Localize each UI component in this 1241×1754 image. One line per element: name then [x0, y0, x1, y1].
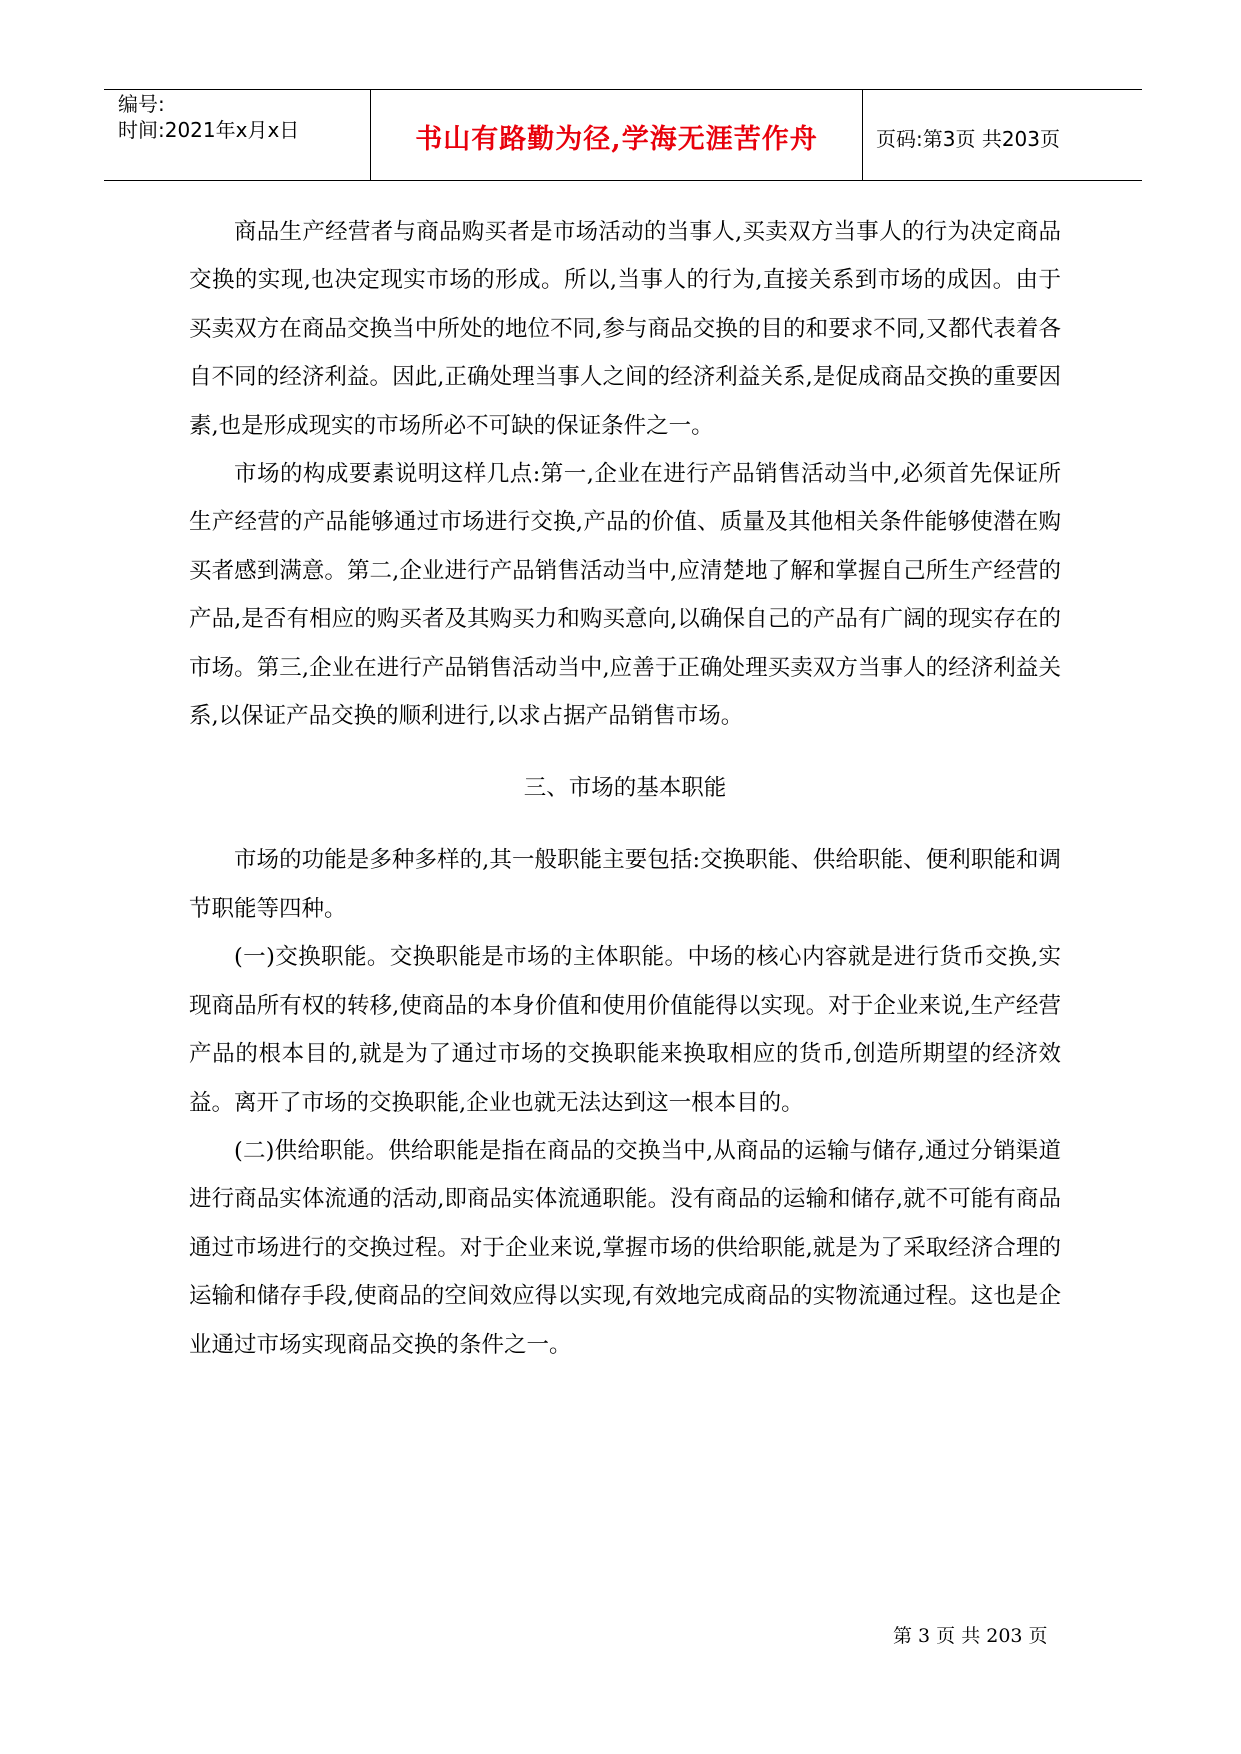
header-right-cell	[863, 90, 1142, 180]
page-footer: 第 3 页 共 203 页	[893, 1625, 1048, 1647]
document-number-label: 编号:	[118, 92, 165, 116]
body-paragraph: 市场的功能是多种多样的,其一般职能主要包括:交换职能、供给职能、便利职能和调节职能等四种。	[189, 847, 1061, 922]
header-motto-cell	[370, 90, 863, 180]
body-paragraph: 市场的构成要素说明这样几点:第一,企业在进行产品销售活动当中,必须首先保证所生产经营的产品能够通过市场进行交换,产品的价值、质量及其他相关条件能够使潜在购买者感到满意。第二,企业进行产品销售活动当中,应清楚地了解和掌握自己所生产经营的产品,是否有相应的购买者及其购买力和购买意向,以确保自己的产品有广阔的现实存在的市场。第三,企业在进行产品销售活动当中,应善于正确处理买卖双方当事人的经济利益关系,以保证产品交换的顺利进行,以求占据产品销售市场。	[189, 461, 1061, 730]
document-body	[189, 208, 1061, 1369]
document-time-label: 时间:2021年x月x日	[118, 118, 300, 142]
page-header	[104, 89, 1142, 181]
body-paragraph: (二)供给职能。供给职能是指在商品的交换当中,从商品的运输与储存,通过分销渠道进行商品实体流通的活动,即商品实体流通职能。没有商品的运输和储存,就不可能有商品通过市场进行的交换过程。对于企业来说,掌握市场的供给职能,就是为了采取经济合理的运输和储存手段,使商品的空间效应得以实现,有效地完成商品的实物流通过程。这也是企业通过市场实现商品交换的条件之一。	[189, 1137, 1061, 1358]
body-paragraph: 商品生产经营者与商品购买者是市场活动的当事人,买卖双方当事人的行为决定商品交换的实现,也决定现实市场的形成。所以,当事人的行为,直接关系到市场的成因。由于买卖双方在商品交换当中所处的地位不同,参与商品交换的目的和要求不同,又都代表着各自不同的经济利益。因此,正确处理当事人之间的经济利益关系,是促成商品交换的重要因素,也是形成现实的市场所必不可缺的保证条件之一。	[189, 219, 1061, 439]
header-page-info: 页码:第3页 共203页	[876, 127, 1060, 151]
header-left-cell	[104, 90, 370, 180]
body-paragraph: (一)交换职能。交换职能是市场的主体职能。中场的核心内容就是进行货币交换,实现商品所有权的转移,使商品的本身价值和使用价值能得以实现。对于企业来说,生产经营产品的根本目的,就是为了通过市场的交换职能来换取相应的货币,创造所期望的经济效益。离开了市场的交换职能,企业也就无法达到这一根本目的。	[189, 944, 1061, 1116]
section-heading: 三、市场的基本职能	[523, 775, 727, 802]
header-motto: 书山有路勤为径,学海无涯苦作舟	[415, 124, 818, 155]
